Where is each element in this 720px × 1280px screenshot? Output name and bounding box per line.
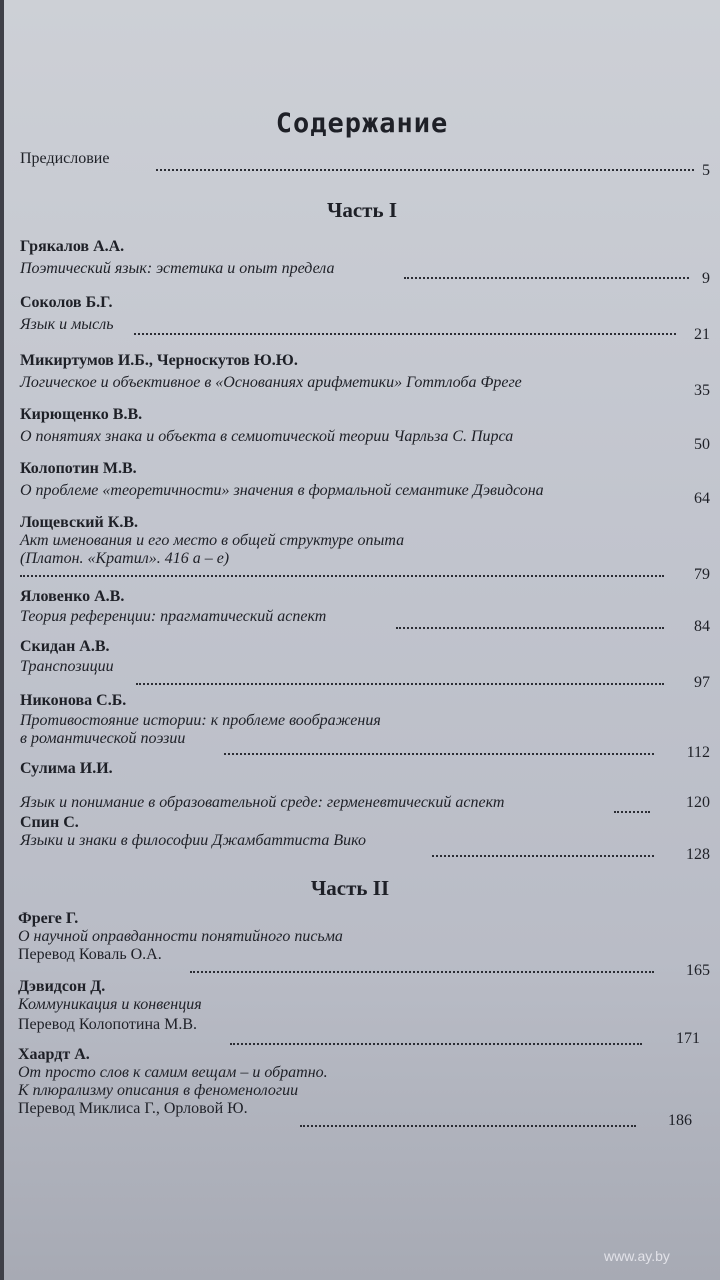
page-number: 186 bbox=[668, 1112, 692, 1129]
page-number: 120 bbox=[686, 794, 710, 811]
leader-dots bbox=[614, 808, 650, 813]
leader-dots bbox=[224, 750, 654, 755]
entry-title: Язык и мысль bbox=[20, 316, 114, 333]
entry-title: К плюрализму описания в феноменологии bbox=[18, 1082, 299, 1099]
page-number: 112 bbox=[686, 744, 710, 761]
part-heading: Часть I bbox=[326, 198, 398, 222]
entry-title: в романтической поэзии bbox=[20, 730, 186, 747]
entry-author: Спин С. bbox=[20, 814, 79, 831]
entry-author: Дэвидсон Д. bbox=[18, 978, 106, 995]
entry-author: Яловенко А.В. bbox=[20, 588, 125, 605]
entry-title: От просто слов к самим вещам – и обратно. bbox=[18, 1064, 328, 1081]
leader-dots bbox=[136, 680, 664, 685]
entry-title: Языки и знаки в философии Джамбаттиста Вико bbox=[20, 832, 366, 849]
page-number: 171 bbox=[676, 1030, 700, 1047]
page-number: 50 bbox=[694, 436, 710, 453]
page-number: 35 bbox=[694, 382, 710, 399]
leader-dots bbox=[432, 852, 654, 857]
entry-title: Логическое и объективное в «Основаниях арифметики» Готтлоба Фреге bbox=[20, 374, 522, 391]
leader-dots bbox=[396, 624, 664, 629]
entry-title: Язык и понимание в образовательной среде: герменевтический аспект bbox=[20, 794, 505, 811]
entry-author: Скидан А.В. bbox=[20, 638, 110, 655]
entry-title: (Платон. «Кратил». 416 а – е) bbox=[20, 550, 230, 567]
entry-translator: Перевод Колопотина М.В. bbox=[18, 1016, 197, 1033]
entry-title: Акт именования и его место в общей структуре опыта bbox=[20, 532, 405, 549]
entry-title: О научной оправданности понятийного письма bbox=[18, 928, 343, 945]
entry-title: Поэтический язык: эстетика и опыт предела bbox=[20, 260, 335, 277]
page-number: 84 bbox=[694, 618, 710, 635]
page-number: 9 bbox=[702, 270, 710, 287]
page-number: 21 bbox=[694, 326, 710, 343]
entry-title: О проблеме «теоретичности» значения в формальной семантике Дэвидсона bbox=[20, 482, 544, 499]
entry-author: Сулима И.И. bbox=[20, 760, 113, 777]
entry-translator: Перевод Коваль О.А. bbox=[18, 946, 162, 963]
entry-author: Хаардт А. bbox=[18, 1046, 90, 1063]
entry-author: Фреге Г. bbox=[18, 910, 79, 927]
book-page bbox=[4, 0, 720, 1280]
page-title: Содержание bbox=[275, 108, 449, 139]
leader-dots bbox=[230, 1040, 642, 1045]
watermark: www.ay.by bbox=[604, 1248, 670, 1264]
leader-dots bbox=[156, 166, 694, 171]
page-number: 128 bbox=[686, 846, 710, 863]
entry-author: Лощевский К.В. bbox=[20, 514, 138, 531]
entry-author: Грякалов А.А. bbox=[20, 238, 125, 255]
part-heading: Часть II bbox=[310, 876, 390, 900]
entry-title: Теория референции: прагматический аспект bbox=[20, 608, 327, 625]
leader-dots bbox=[20, 572, 664, 577]
preface-label: Предисловие bbox=[20, 150, 110, 167]
entry-author: Соколов Б.Г. bbox=[20, 294, 113, 311]
entry-title: Противостояние истории: к проблеме воображения bbox=[20, 712, 381, 729]
entry-author: Колопотин М.В. bbox=[20, 460, 137, 477]
entry-author: Микиртумов И.Б., Черноскутов Ю.Ю. bbox=[20, 352, 298, 369]
entry-translator: Перевод Миклиса Г., Орловой Ю. bbox=[18, 1100, 248, 1117]
entry-title: О понятиях знака и объекта в семиотической теории Чарльза С. Пирса bbox=[20, 428, 514, 445]
leader-dots bbox=[190, 968, 654, 973]
page-number: 64 bbox=[694, 490, 710, 507]
entry-author: Кирющенко В.В. bbox=[20, 406, 143, 423]
leader-dots bbox=[134, 330, 676, 335]
entry-title: Транспозиции bbox=[20, 658, 114, 675]
page-number: 97 bbox=[694, 674, 710, 691]
page-number: 165 bbox=[686, 962, 710, 979]
page-number: 79 bbox=[694, 566, 710, 583]
leader-dots bbox=[404, 274, 689, 279]
page-number: 5 bbox=[702, 162, 710, 179]
entry-author: Никонова С.Б. bbox=[20, 692, 127, 709]
leader-dots bbox=[300, 1122, 636, 1127]
entry-title: Коммуникация и конвенция bbox=[18, 996, 202, 1013]
